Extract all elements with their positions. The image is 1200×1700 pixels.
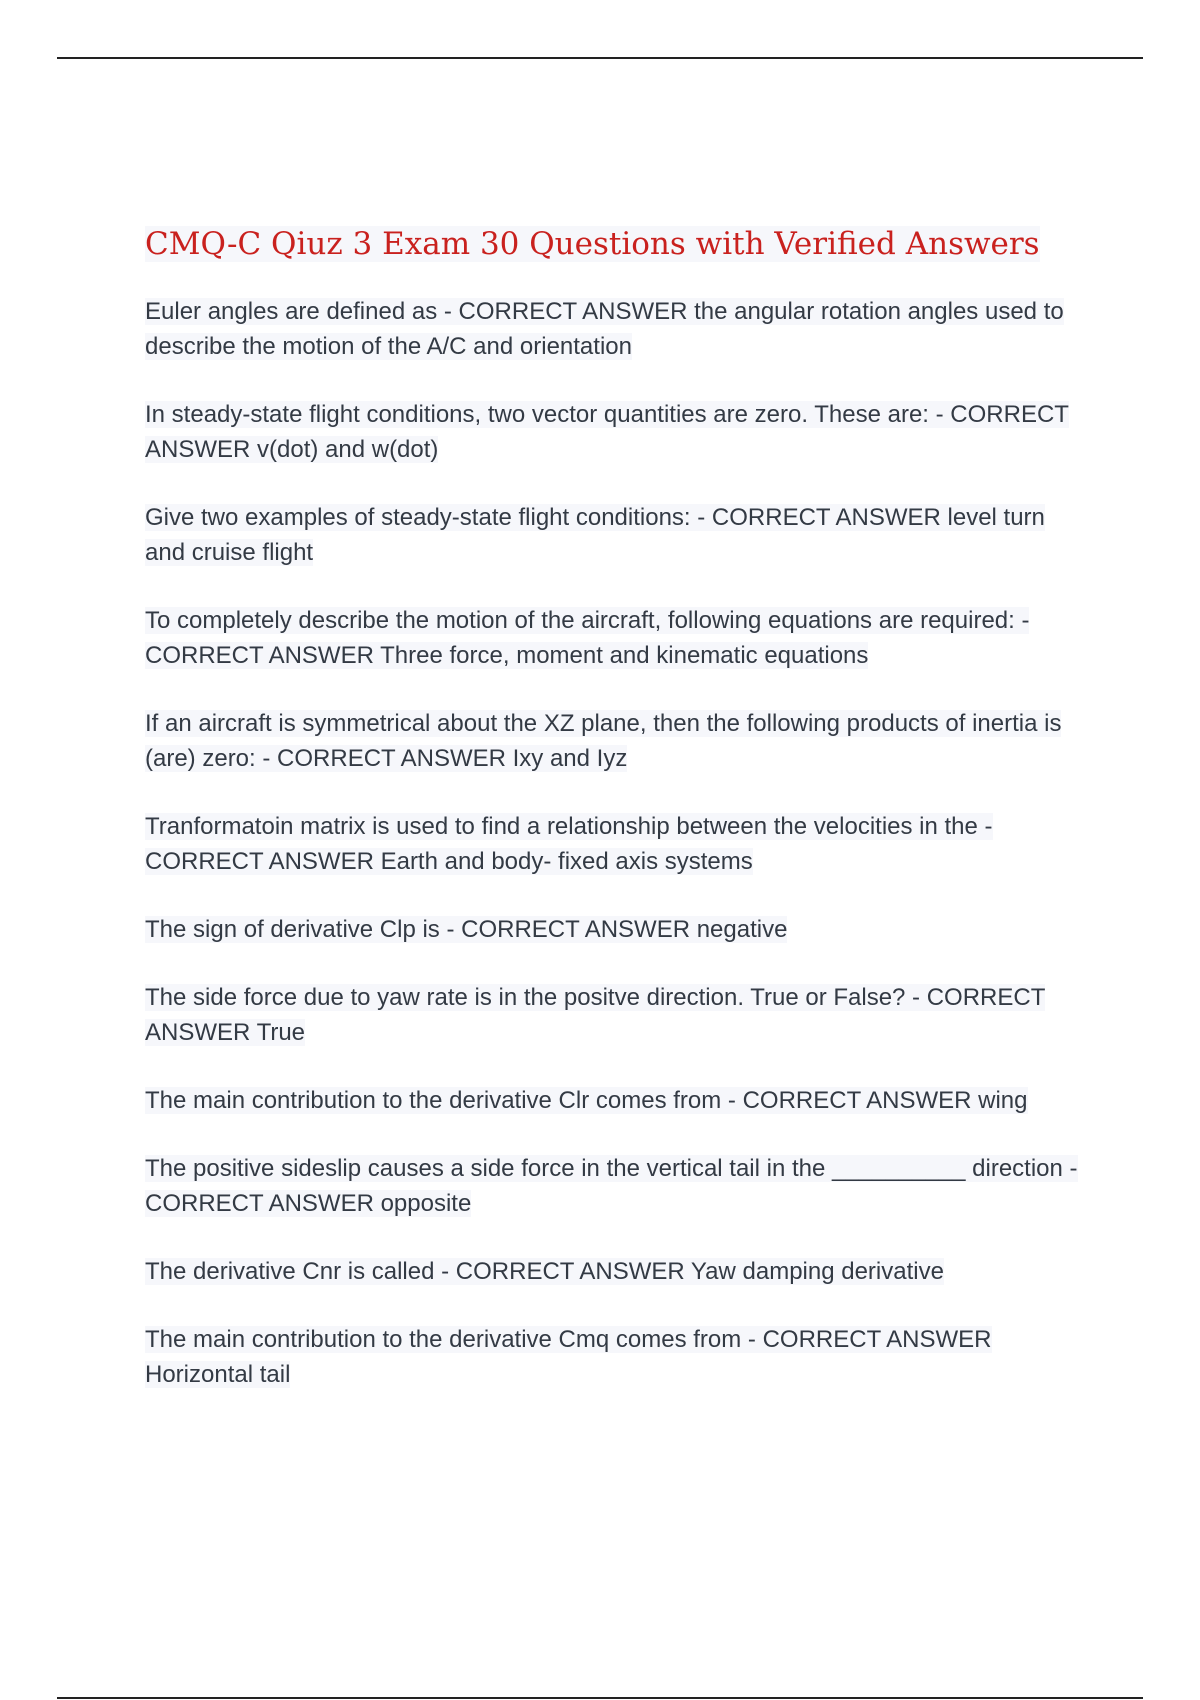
qa-item: The sign of derivative Clp is - CORRECT ANSWER negative <box>145 916 788 943</box>
qa-item: The positive sideslip causes a side force in the vertical tail in the __________ direction - CORRECT ANSWER opposite <box>145 1155 1078 1217</box>
top-rule <box>57 57 1143 59</box>
qa-item: Give two examples of steady-state flight conditions: - CORRECT ANSWER level turn and cruise flight <box>145 504 1045 566</box>
qa-item: Euler angles are defined as - CORRECT ANSWER the angular rotation angles used to describe the motion of the A/C and orientation <box>145 298 1064 360</box>
qa-item: In steady-state flight conditions, two vector quantities are zero. These are: - CORRECT ANSWER v(dot) and w(dot) <box>145 401 1069 463</box>
qa-item: The derivative Cnr is called - CORRECT ANSWER Yaw damping derivative <box>145 1258 944 1285</box>
qa-item: The side force due to yaw rate is in the positve direction. True or False? - CORRECT ANSWER True <box>145 984 1046 1046</box>
qa-item: Tranformatoin matrix is used to find a relationship between the velocities in the - CORRECT ANSWER Earth and body- fixed axis systems <box>145 813 993 875</box>
document-body <box>145 222 1085 1425</box>
qa-item: If an aircraft is symmetrical about the XZ plane, then the following products of inertia is (are) zero: - CORRECT ANSWER Ixy and Iyz <box>145 710 1062 772</box>
document-title: CMQ-C Qiuz 3 Exam 30 Questions with Verified Answers <box>145 226 1040 262</box>
qa-item: The main contribution to the derivative Clr comes from - CORRECT ANSWER wing <box>145 1087 1028 1114</box>
qa-item: To completely describe the motion of the aircraft, following equations are required: - CORRECT ANSWER Three force, moment and kinematic equations <box>145 607 1030 669</box>
qa-item: The main contribution to the derivative Cmq comes from - CORRECT ANSWER Horizontal tail <box>145 1326 992 1388</box>
bottom-rule <box>57 1697 1143 1699</box>
